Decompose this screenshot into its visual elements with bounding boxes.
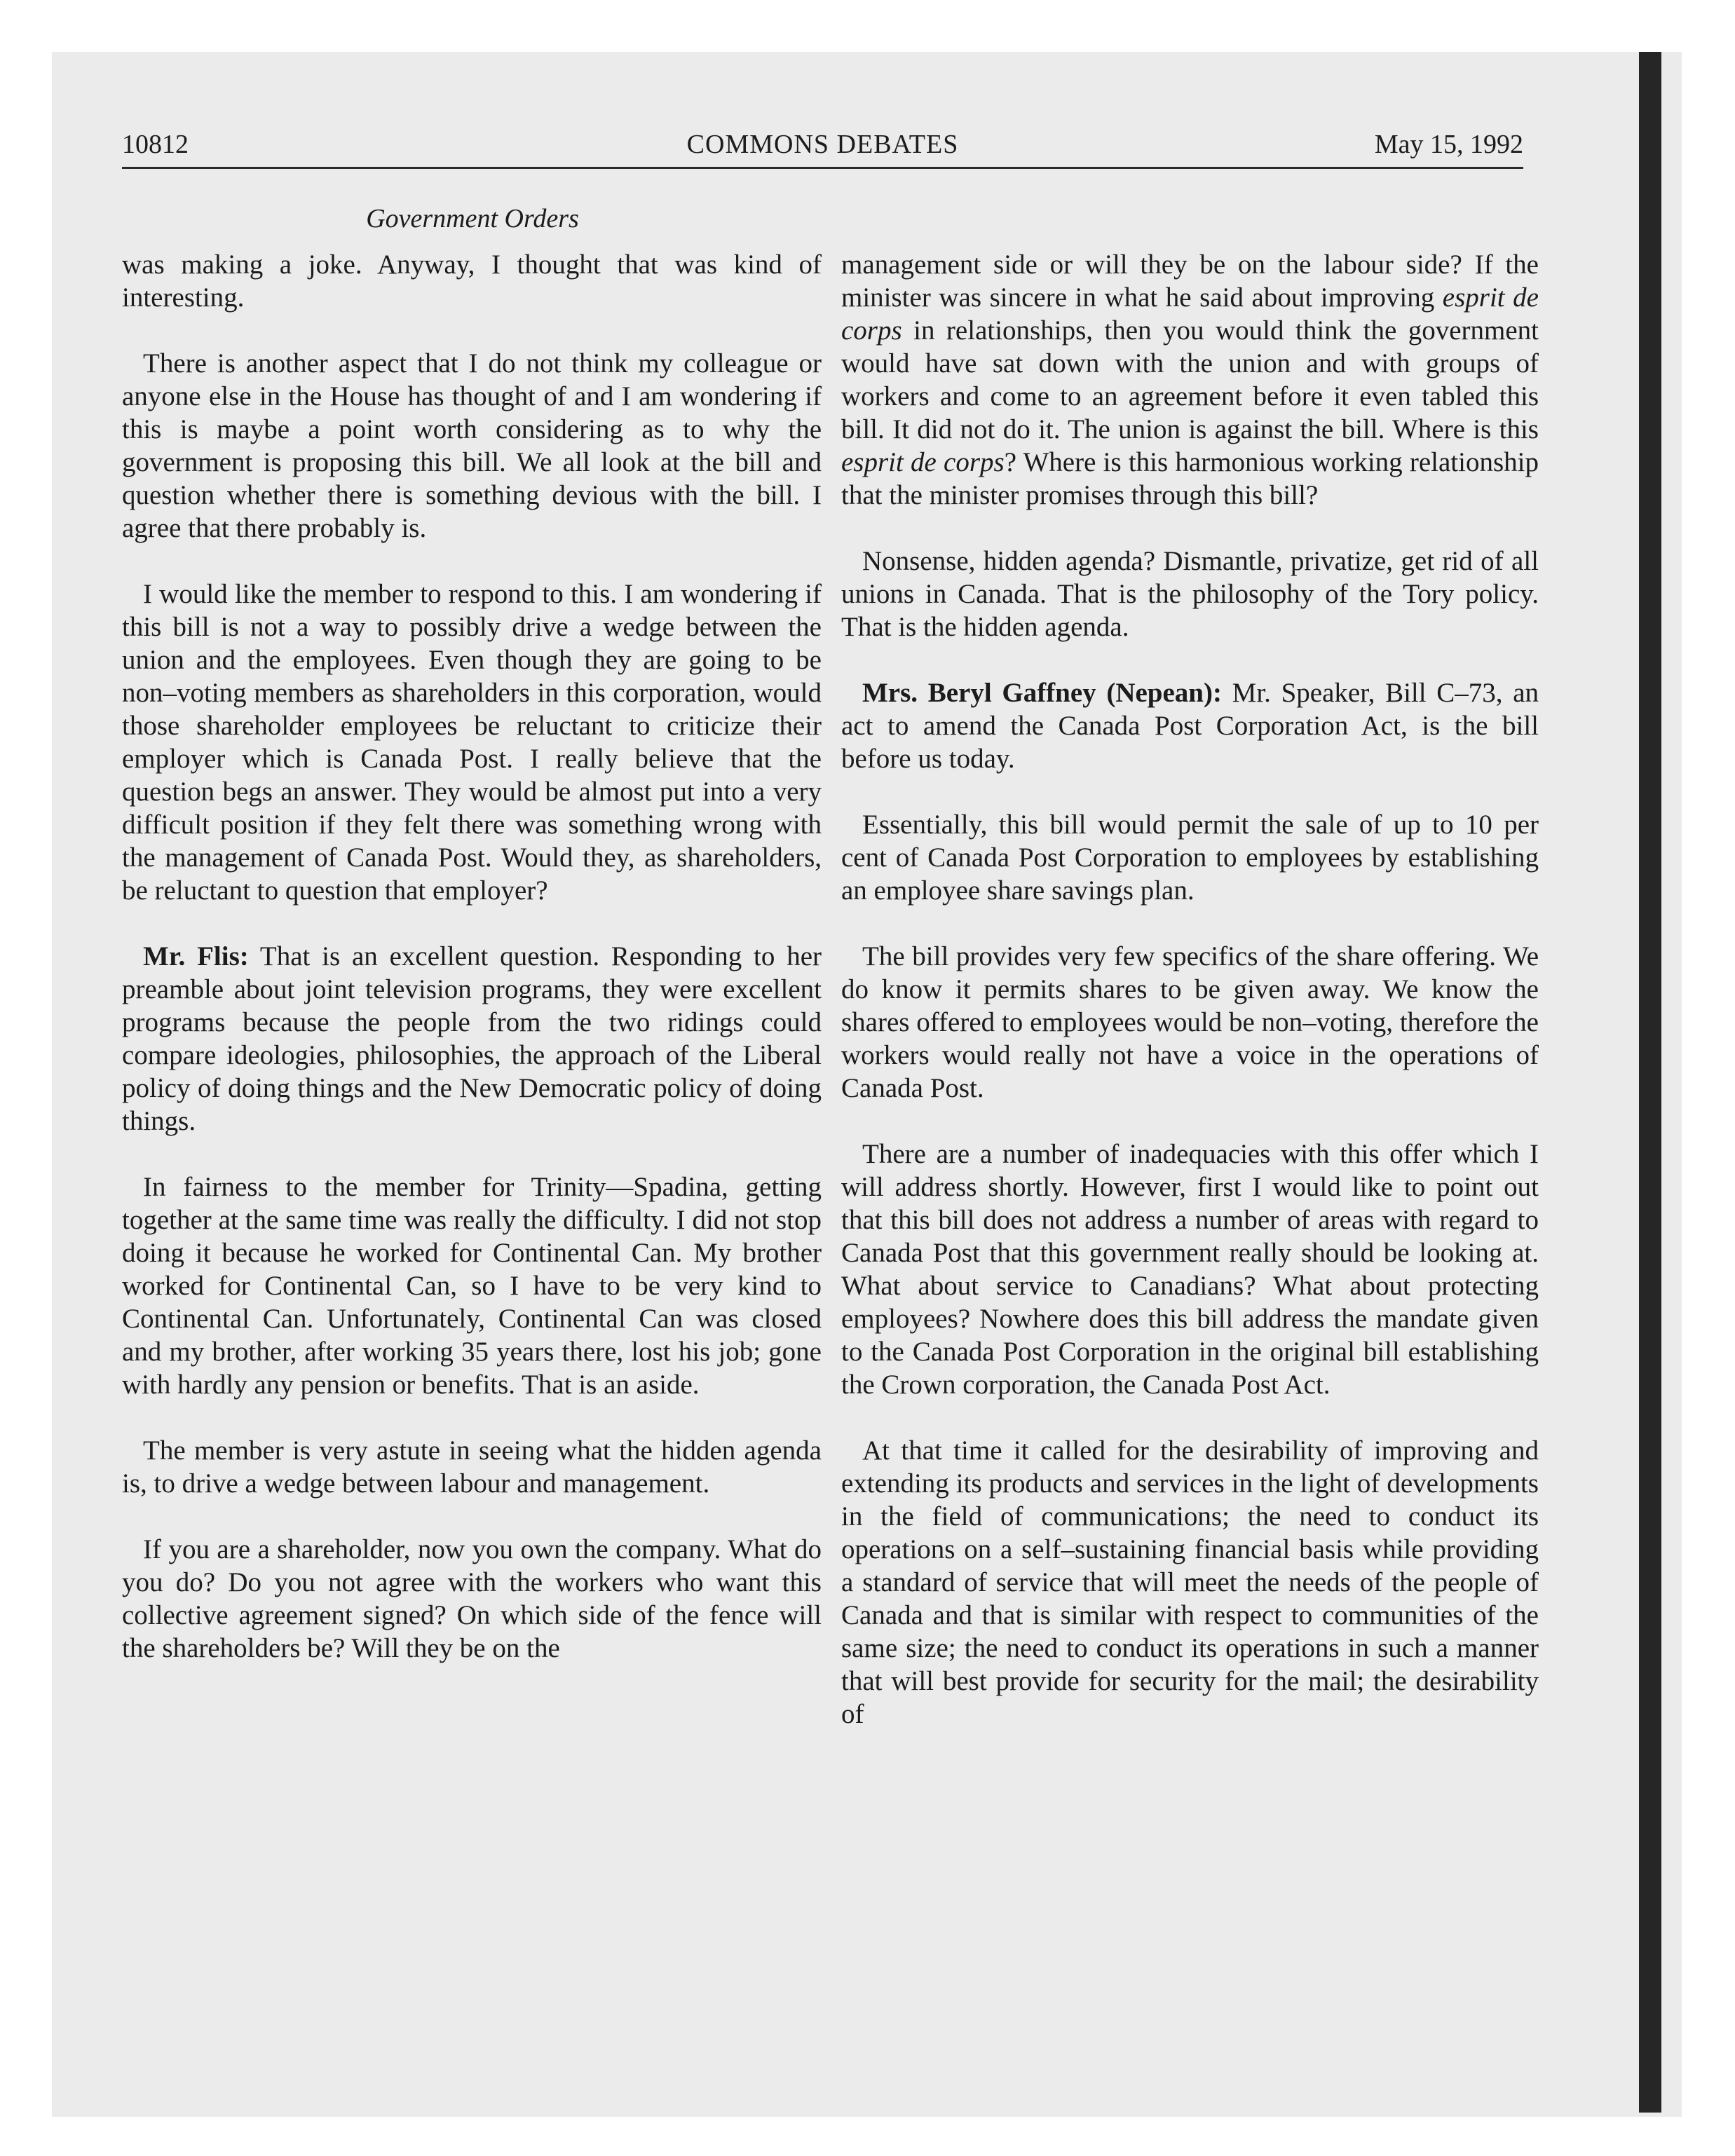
paragraph: The bill provides very few specifics of the share offering. We do know it permits shares to be given away. We know the shares offered to employees would be non–voting, therefore the workers would really not have a voice in the operations of Canada Post. xyxy=(841,941,1539,1103)
paragraph: In fairness to the member for Trinity—Spadina, getting together at the same time was really the difficulty. I did not stop doing it because he worked for Continental Can. My brother worked for Continental Can, so I have to be very kind to Continental Can. Unfortunately, Continental Can was closed and my brother, after working 35 years there, lost his job; gone with hardly any pension or benefits. That is an aside. xyxy=(122,1172,822,1400)
paragraph: If you are a shareholder, now you own the company. What do you do? Do you not agree with the workers who want this collective agreement signed? On which side of the fence will the shareholders be? Will they be on the xyxy=(122,1534,822,1663)
page-number: 10812 xyxy=(122,130,189,159)
speaker-name: Mrs. Beryl Gaffney (Nepean): xyxy=(862,678,1222,708)
paragraph: There are a number of inadequacies with this offer which I will address shortly. However, first I would like to point out that this bill does not address a number of areas with regard to Canada Post that this government really should be looking at. What about service to Canadians? What about protecting employees? Nowhere does this bill address the mandate given to the Canada Post Corporation in the original bill establishing the Crown corporation, the Canada Post Act. xyxy=(841,1139,1539,1400)
issue-date: May 15, 1992 xyxy=(1374,130,1523,159)
paragraph: I would like the member to respond to this. I am wondering if this bill is not a way to possibly drive a wedge between the union and the employees. Even though they are going to be non–voting members as shareholders in this corporation, would those shareholder employees be reluctant to criticize their employer which is Canada Post. I really believe that the question begs an answer. They would be almost put into a very difficult position if they felt there was something wrong with the management of Canada Post. Would they, as shareholders, be reluctant to question that employer? xyxy=(122,579,822,906)
speaker-name: Mr. Flis: xyxy=(143,941,249,971)
scan-edge-bar xyxy=(1639,52,1661,2113)
running-header xyxy=(122,123,1523,165)
italic-phrase: esprit de corps xyxy=(841,447,1005,477)
paragraph: Nonsense, hidden agenda? Dismantle, privatize, get rid of all unions in Canada. That is the philosophy of the Tory policy. That is the hidden agenda. xyxy=(841,546,1539,642)
italic-phrase: esprit de corps xyxy=(841,282,1539,346)
section-title: Government Orders xyxy=(366,204,579,233)
publication-title: COMMONS DEBATES xyxy=(686,130,959,159)
left-column xyxy=(122,248,822,1698)
text-run: ? Where is this harmonious working relationship that the minister promises through this bill? xyxy=(841,447,1539,510)
text-run: in relationships, then you would think the government would have sat down with the union and with groups of workers and come to an agreement before it even tabled this bill. It did not do it. The union is against the bill. Where is this xyxy=(841,315,1539,444)
speech-text: That is an excellent question. Responding to her preamble about joint television programs, they were excellent programs because the people from the two ridings could compare ideologies, philosophies, the approach of the Liberal policy of doing things and the New Democratic policy of doing things. xyxy=(122,941,822,1136)
paragraph: At that time it called for the desirability of improving and extending its products and services in the light of developments in the field of communications; the need to conduct its operations on a self–sustaining financial basis while providing a standard of service that will meet the needs of the people of Canada and that is similar with respect to communities of the same size; the need to conduct its operations in such a manner that will best provide for security for the mail; the desirability of xyxy=(841,1435,1539,1729)
paragraph: The member is very astute in seeing what the hidden agenda is, to drive a wedge between labour and management. xyxy=(122,1435,822,1499)
paragraph xyxy=(841,248,1539,512)
paragraph: There is another aspect that I do not think my colleague or anyone else in the House has thought of and I am wondering if this is maybe a point worth considering as to why the government is proposing this bill. We all look at the bill and question whether there is something devious with the bill. I agree that there probably is. xyxy=(122,348,822,543)
paragraph xyxy=(122,940,822,1138)
right-column xyxy=(841,248,1539,1763)
paragraph: Essentially, this bill would permit the sale of up to 10 per cent of Canada Post Corporation to employees by establishing an employee share savings plan. xyxy=(841,810,1539,906)
text-run: management side or will they be on the labour side? If the minister was sincere in what he said about improving xyxy=(841,250,1539,313)
paragraph xyxy=(841,676,1539,775)
paragraph: was making a joke. Anyway, I thought that was kind of interesting. xyxy=(122,250,822,313)
header-rule xyxy=(122,167,1523,169)
speech-text: Mr. Speaker, Bill C–73, an act to amend the Canada Post Corporation Act, is the bill before us today. xyxy=(841,678,1539,774)
